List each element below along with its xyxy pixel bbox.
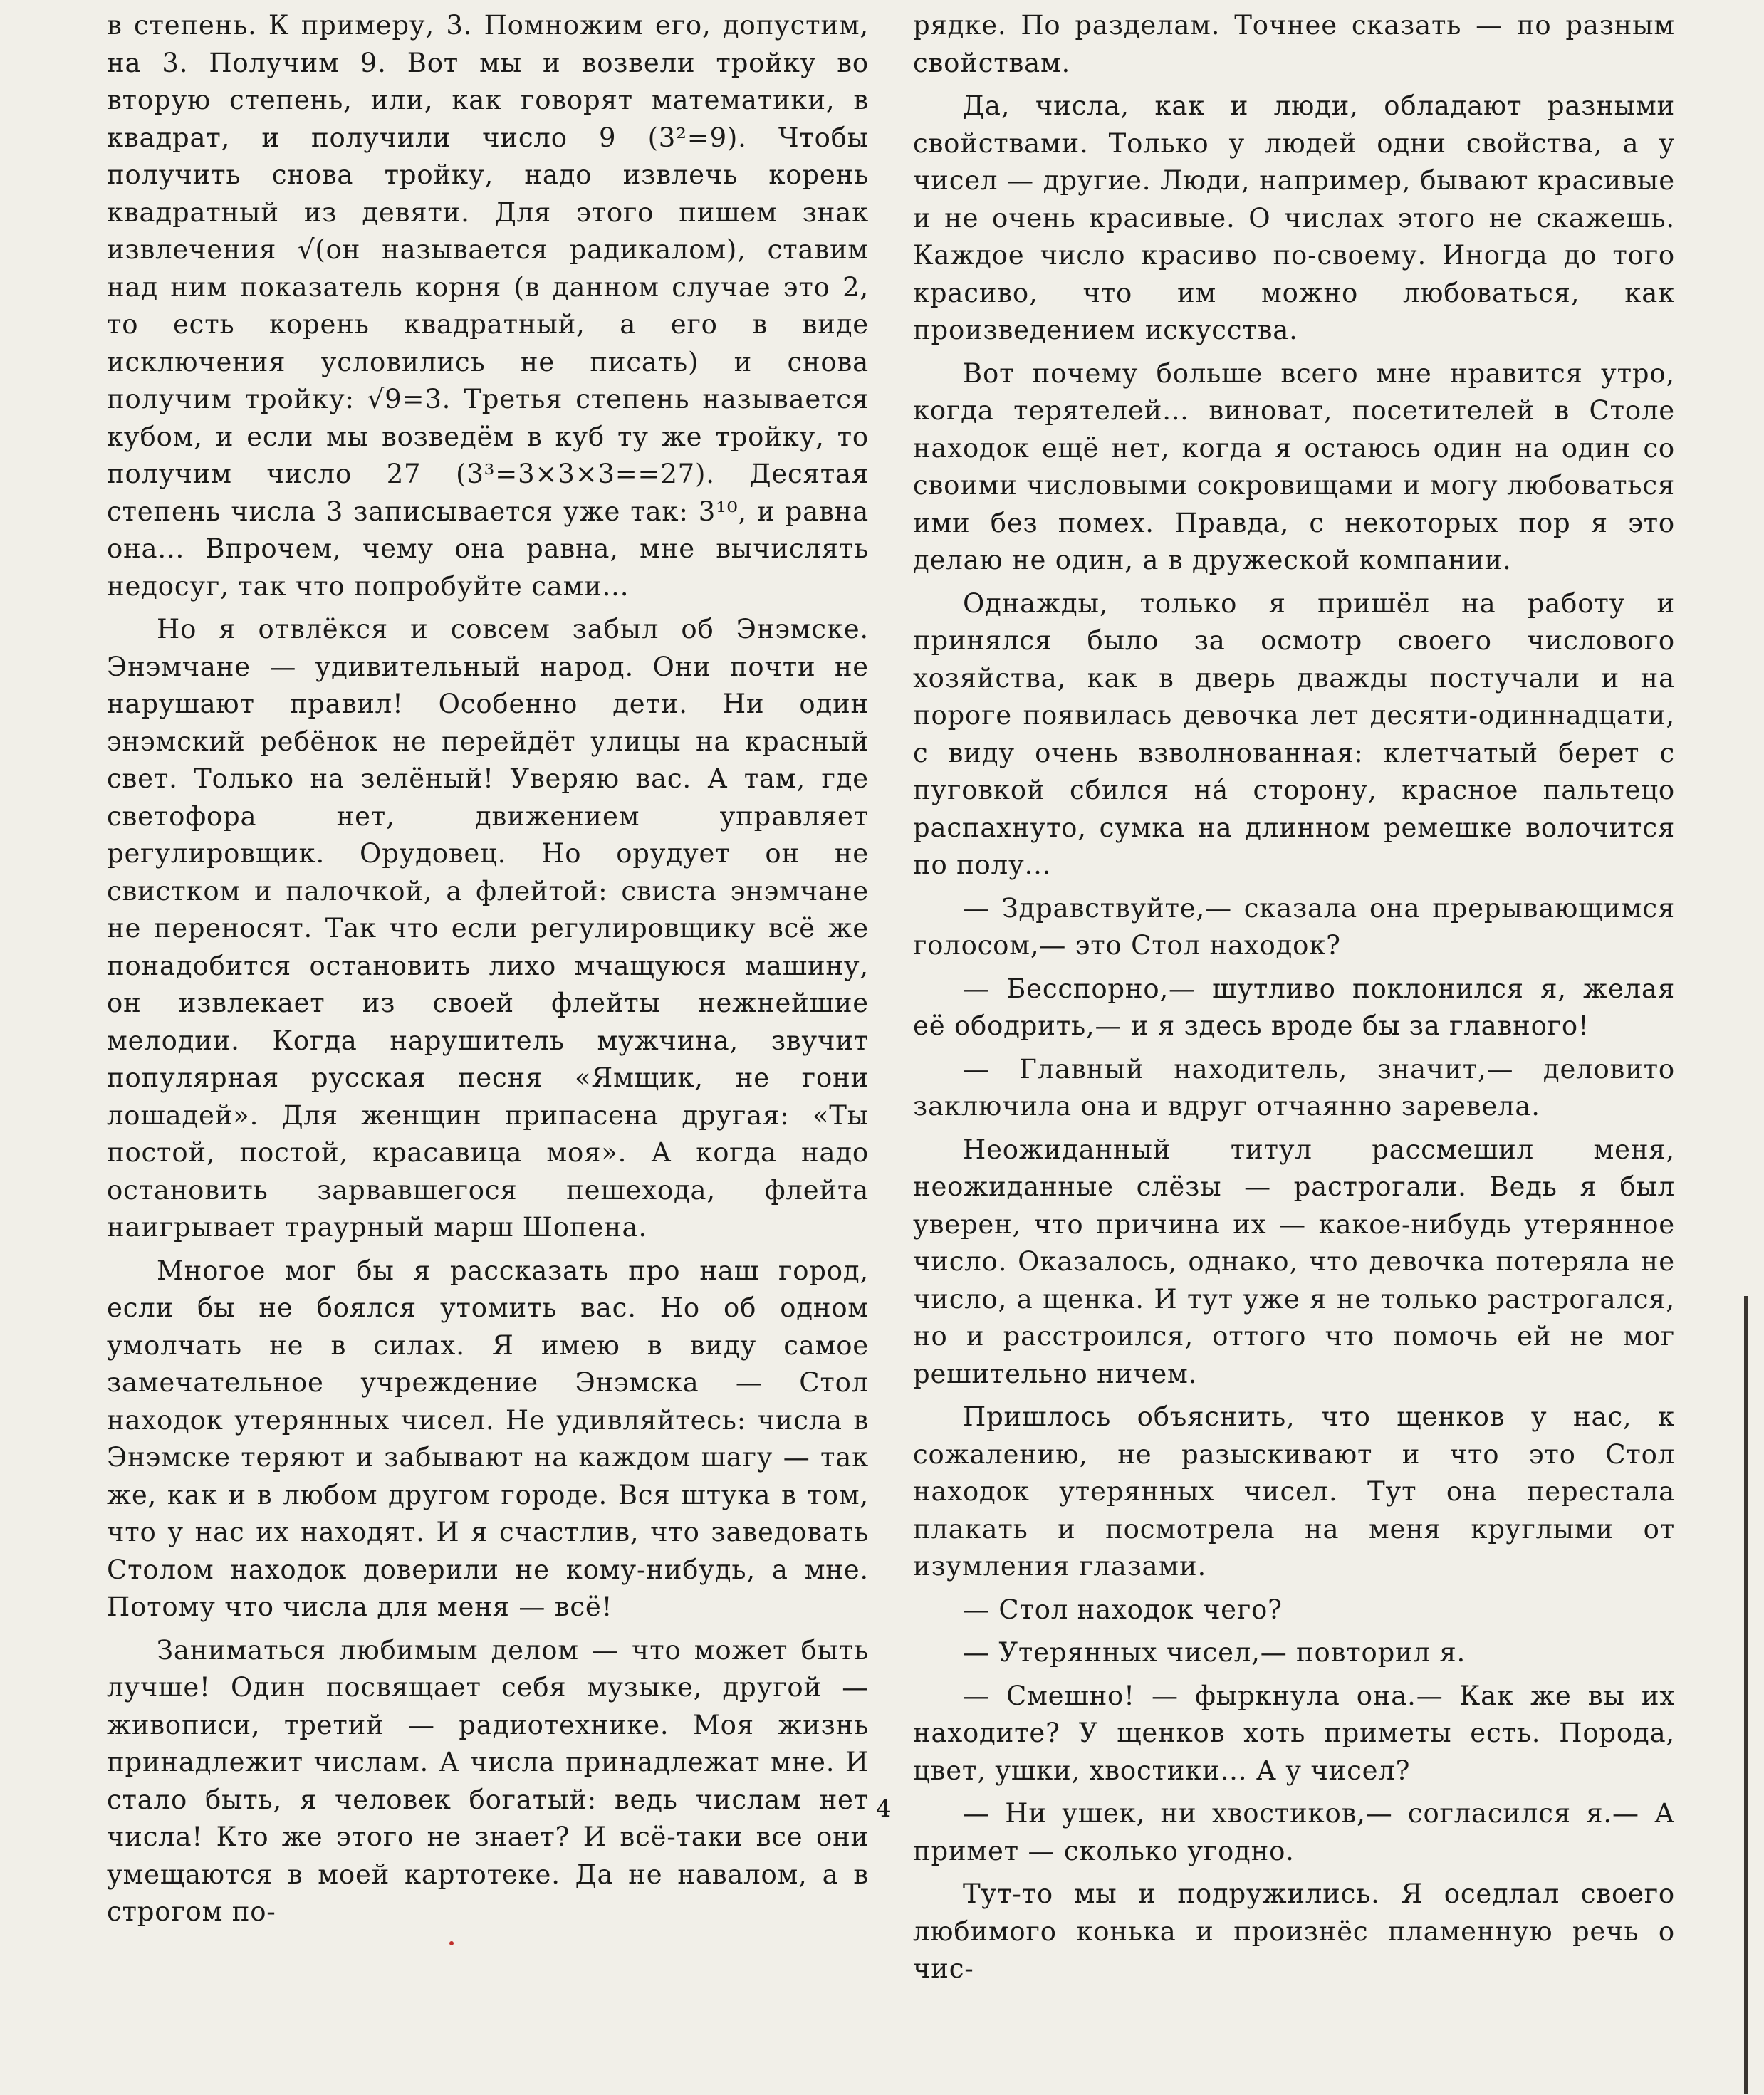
paragraph: рядке. По разделам. Точнее сказать — по разным свойствам. — [913, 10, 1675, 78]
page-edge-shadow — [1744, 1296, 1748, 2094]
paragraph: Да, числа, как и люди, обладают разными свойствами. Только у людей одни свойства, а у чисел — другие. Люди, например, бывают красивые и не очень красивые. О числах этого не скажешь. Каждое число красиво по-своему. Иногда до того красиво, что им можно любоваться, как произведением искусства. — [913, 90, 1675, 345]
paragraph: Многое мог бы я рассказать про наш город, если бы не боялся утомить вас. Но об одном умолчать не в силах. Я имею в виду самое замечательное учреждение Энэмска — Стол находок утерянных чисел. Не удивляйтесь: числа в Энэмске теряют и забывают на каждом шагу — так же, как и в любом другом городе. Вся штука в том, что у нас их находят. И я счастлив, что заведовать Столом находок доверили не кому-нибудь, а мне. Потому что числа для меня — всё! — [107, 1255, 869, 1622]
paragraph: Неожиданный титул рассмешил меня, неожиданные слёзы — растрогали. Ведь я был уверен, что причина их — какое-нибудь утерянное число. Оказалось, однако, что девочка потеряла не число, а щенка. И тут уже я не только растрогался, но и расстроился, оттого что помочь ей не мог решительно ничем. — [913, 1134, 1675, 1389]
paragraph: Но я отвлёкся и совсем забыл об Энэмске. Энэмчане — удивительный народ. Они почти не нарушают правил! Особенно дети. Ни один энэмский ребёнок не перейдёт улицы на красный свет. Только на зелёный! Уверяю вас. А там, где светофора нет, движением управляет регулировщик. Орудовец. Но орудует он не свистком и палочкой, а флейтой: свиста энэмчане не переносят. Так что если регулировщику всё же понадобится остановить лихо мчащуюся машину, он извлекает из своей флейты нежнейшие мелодии. Когда нарушитель мужчина, звучит популярная русская песня «Ямщик, не гони лошадей». Для женщин припасена другая: «Ты постой, постой, красавица моя». А когда надо остановить зарвавшегося пешехода, флейта наигрывает траурный марш Шопена. — [107, 614, 869, 1243]
dialogue-line: — Здравствуйте,— сказала она прерывающимся голосом,— это Стол находок? — [913, 892, 1675, 961]
paragraph: Вот почему больше всего мне нравится утро, когда терятелей... виноват, посетителей в Столе находок ещё нет, когда я остаюсь один на один со своими числовыми сокровищами и могу любоваться ими без помех. Правда, с некоторых пор я это делаю не один, а в дружеской компании. — [913, 357, 1675, 575]
right-column — [913, 7, 1675, 1994]
dialogue-line: — Главный находитель, значит,— деловито заключила она и вдруг отчаянно заревела. — [913, 1053, 1675, 1122]
dialogue-line: — Бесспорно,— шутливо поклонился я, желая её ободрить,— и я здесь вроде бы за главного! — [913, 973, 1675, 1041]
paragraph: Однажды, только я пришёл на работу и принялся было за осмотр своего числового хозяйства, как в дверь дважды постучали и на пороге появилась девочка лет десяти-одиннадцати, с виду очень взволнованная: клетчатый берет с пуговкой сбился на́ сторону, красное пальтецо распахнуто, сумка на длинном ремешке волочится по полу... — [913, 587, 1675, 880]
dialogue-line: — Ни ушек, ни хвостиков,— согласился я.— А примет — сколько угодно. — [913, 1798, 1675, 1866]
left-column — [107, 7, 869, 1937]
dialogue-line: — Стол находок чего? — [963, 1594, 1283, 1625]
paragraph: Заниматься любимым делом — что может быть лучше! Один посвящает себя музыке, другой — живописи, третий — радиотехнике. Моя жизнь принадлежит числам. А числа принадлежат мне. И стало быть, я человек богатый: ведь числам нет числа! Кто же этого не знает? И всё-таки все они умещаются в моей картотеке. Да не навалом, а в строгом по- — [107, 1634, 869, 1927]
page-number: 4 — [876, 1794, 892, 1823]
dialogue-line: — Утерянных чисел,— повторил я. — [963, 1637, 1466, 1668]
ink-speck — [449, 1941, 454, 1945]
paragraph: в степень. К примеру, 3. Помножим его, допустим, на 3. Получим 9. Вот мы и возвели тройку во вторую степень, или, как говорят математики, в квадрат, и получили число 9 (3²=9). Чтобы получить снова тройку, надо извлечь корень квадратный из девяти. Для этого пишем знак извлечения √(он называется радикалом), ставим над ним показатель корня (в данном случае это 2, то есть корень квадратный, а его в виде исключения условились не писать) и снова получим тройку: √9=3. Третья степень называется кубом, и если мы возведём в куб ту же тройку, то получим число 27 (3³=3×3×3==27). Десятая степень числа 3 записывается уже так: 3¹⁰, и равна она... Впрочем, чему она равна, мне вычислять недосуг, так что попробуйте сами... — [107, 10, 869, 602]
paragraph: Тут-то мы и подружились. Я оседлал своего любимого конька и произнёс пламенную речь о чис- — [913, 1879, 1675, 1984]
paragraph: Пришлось объяснить, что щенков у нас, к сожалению, не разыскивают и что это Стол находок утерянных чисел. Тут она перестала плакать и посмотрела на меня круглыми от изумления глазами. — [913, 1401, 1675, 1582]
dialogue-line: — Смешно! — фыркнула она.— Как же вы их находите? У щенков хоть приметы есть. Порода, цвет, ушки, хвостики... А у чисел? — [913, 1680, 1675, 1786]
